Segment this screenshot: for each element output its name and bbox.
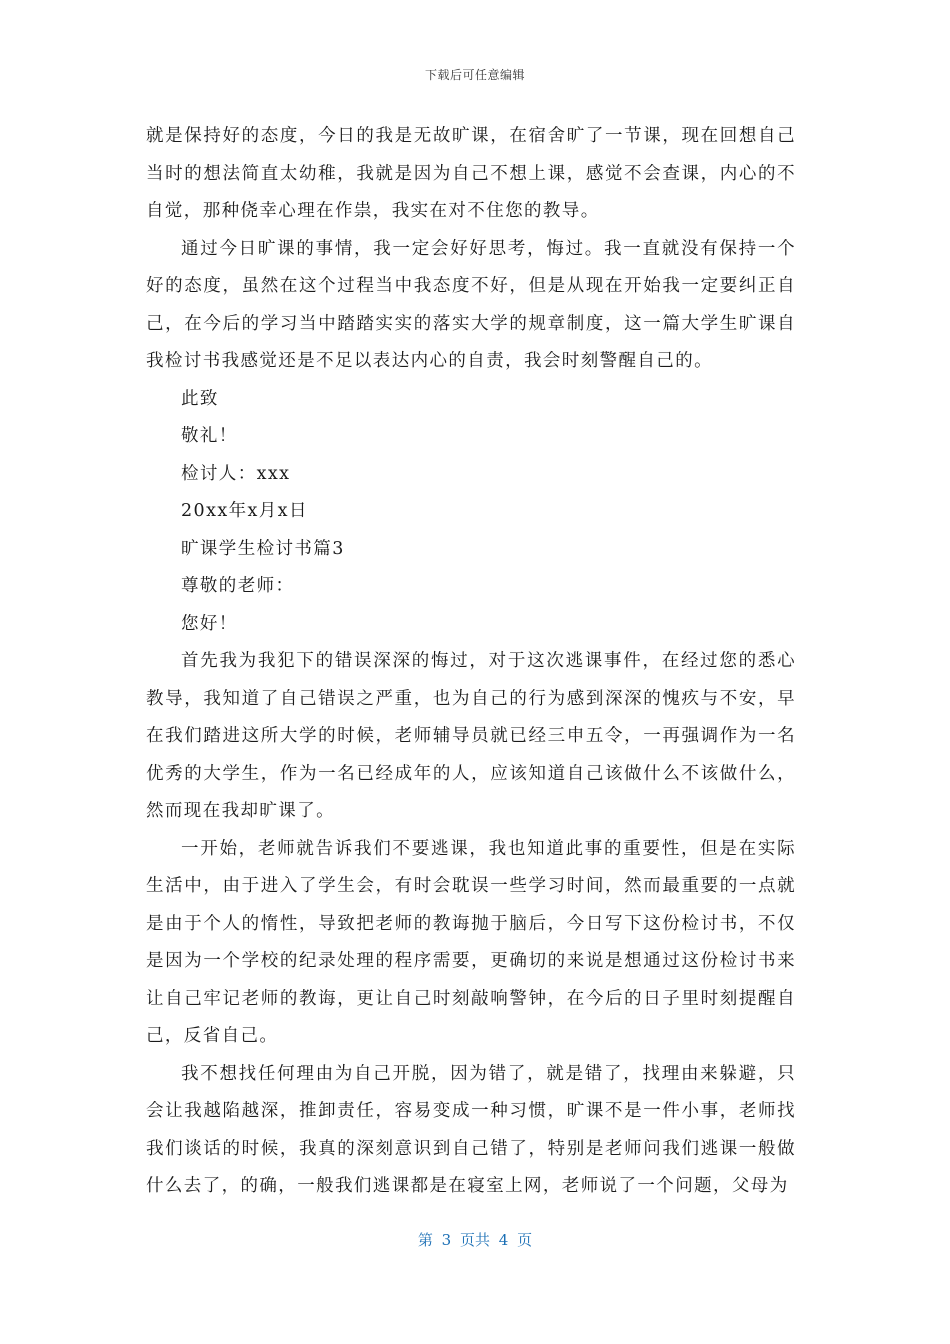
paragraph: 通过今日旷课的事情，我一定会好好思考，悔过。我一直就没有保持一个好的态度，虽然在这个过程当中我态度不好，但是从现在开始我一定要纠正自己，在今后的学习当中踏踏实实的落实大学的规章制度，这一篇大学生旷课自我检讨书我感觉还是不足以表达内心的自责，我会时刻警醒自己的。 (146, 238, 796, 371)
section-title: 旷课学生检讨书篇3 (181, 538, 345, 559)
closing-line: 此致 (181, 388, 219, 409)
page-footer (0, 1229, 950, 1250)
salutation: 尊敬的老师： (181, 576, 295, 596)
paragraph: 首先我为我犯下的错误深深的悔过，对于这次逃课事件，在经过您的悉心教导，我知道了自己错误之严重，也为自己的行为感到深深的愧疚与不安，早在我们踏进这所大学的时候，老师辅导员就已经三申五令，一再强调作为一名优秀的大学生，作为一名已经成年的人，应该知道自己该做什么不该做什么，然而现在我却旷课了。 (146, 651, 796, 821)
footer-current-page: 3 (441, 1231, 452, 1249)
document-body (146, 118, 796, 1206)
footer-prefix: 第 (417, 1231, 433, 1249)
paragraph: 一开始，老师就告诉我们不要逃课，我也知道此事的重要性，但是在实际生活中，由于进入了学生会，有时会耽误一些学习时间，然而最重要的一点就是由于个人的惰性，导致把老师的教诲抛于脑后，今日写下这份检讨书，不仅是因为一个学校的纪录处理的程序需要，更确切的来说是想通过这份检讨书来让自己牢记老师的教诲，更让自己时刻敲响警钟，在今后的日子里时刻提醒自己，反省自己。 (146, 838, 796, 1046)
closing-salute: 敬礼！ (181, 426, 238, 446)
footer-middle: 页共 (459, 1231, 490, 1249)
greeting: 您好！ (181, 613, 238, 634)
date-line: 20xx年x月x日 (181, 501, 308, 521)
paragraph: 我不想找任何理由为自己开脱，因为错了，就是错了，找理由来躲避，只会让我越陷越深，推卸责任，容易变成一种习惯，旷课不是一件小事，老师找我们谈话的时候，我真的深刻意识到自己错了，特别是老师问我们逃课一般做什么去了，的确，一般我们逃课都是在寝室上网，老师说了一个问题，父母为 (146, 1063, 796, 1196)
page-header: 下载后可任意编辑 (424, 68, 525, 82)
paragraph: 就是保持好的态度，今日的我是无故旷课，在宿舍旷了一节课，现在回想自己当时的想法简直太幼稚，我就是因为自己不想上课，感觉不会查课，内心的不自觉，那种侥幸心理在作祟，我实在对不住您的教导。 (146, 126, 796, 221)
footer-total-pages: 4 (498, 1231, 509, 1249)
signature-line: 检讨人：xxx (181, 463, 291, 484)
footer-suffix: 页 (517, 1231, 533, 1249)
